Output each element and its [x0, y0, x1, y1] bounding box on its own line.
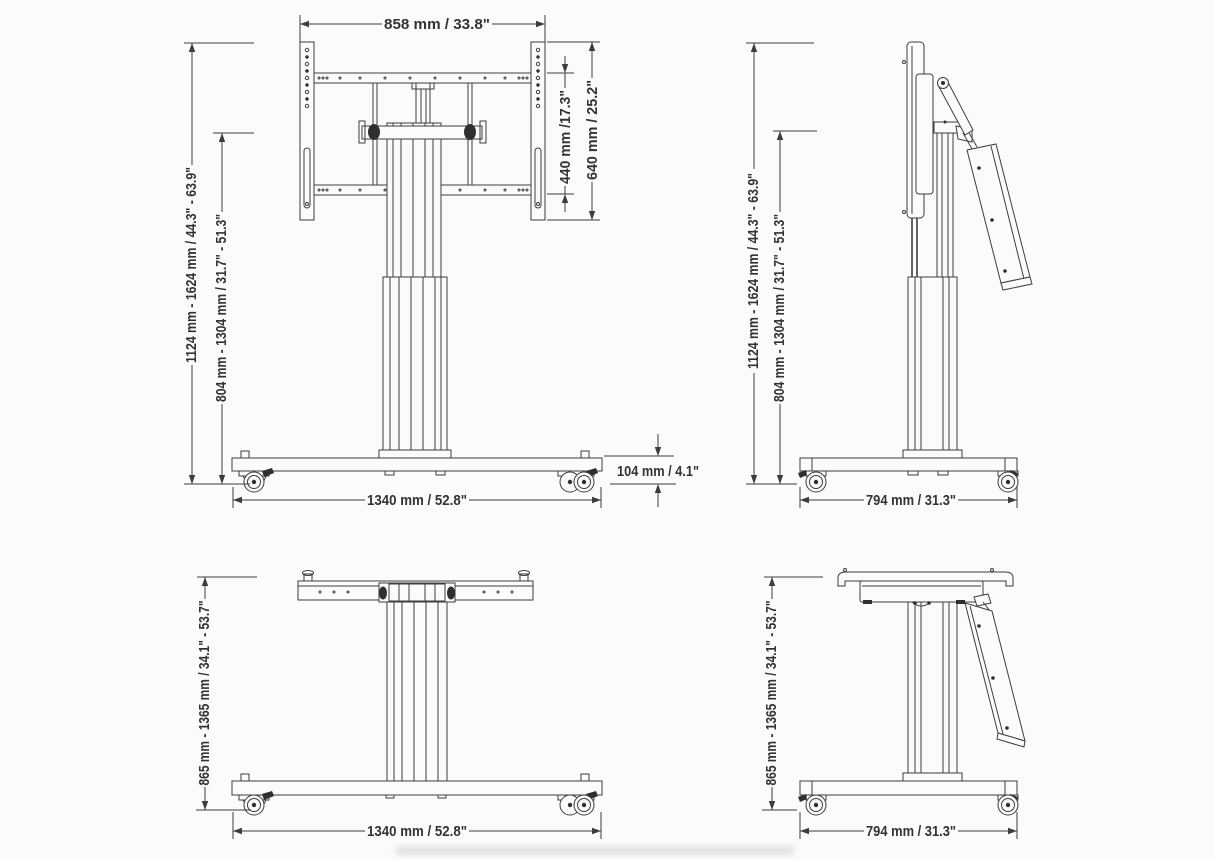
- caster-front-right: [558, 468, 598, 492]
- column-head-front: [379, 583, 455, 602]
- vesa-holes-left: [304, 48, 310, 208]
- dim-bracket-height-label: 640 mm / 25.2": [584, 75, 601, 180]
- dim-column-height-front: [213, 133, 254, 484]
- dim-total-height-label-front: 1124 mm - 1624 mm / 44.3" - 63.9": [183, 123, 200, 363]
- dim-bracket-width-label: 858 mm / 33.8": [384, 16, 490, 33]
- caster-side-left: [798, 470, 826, 492]
- dim-column-height-label-front: 804 mm - 1304 mm / 31.7" - 51.3": [213, 170, 230, 402]
- dim-base-height-label: 104 mm / 4.1": [617, 463, 699, 480]
- caster-lowered-left: [239, 791, 274, 815]
- dim-base-height: [604, 434, 699, 507]
- view-side-lowered: [762, 553, 1025, 841]
- dim-lowered-height-label-side: 865 mm - 1365 mm / 34.1" - 53.7": [763, 553, 780, 786]
- dim-column-height-side: [771, 131, 817, 484]
- tablet-tray-lowered: [965, 603, 1025, 747]
- vesa-holes-right: [535, 48, 541, 208]
- dim-base-width-label-lowered: 1340 mm / 52.8": [367, 823, 467, 840]
- trolley-base-lowered-side: [800, 781, 1017, 795]
- arm-knob-right: [464, 124, 476, 140]
- view-front-raised: [183, 15, 699, 509]
- dim-bracket-height: [547, 42, 601, 220]
- scan-artifact: [395, 846, 795, 855]
- lift-column-lowered-side: [903, 602, 962, 781]
- dim-lowered-height-label-front: 865 mm - 1365 mm / 34.1" - 53.7": [196, 553, 213, 786]
- trolley-base-side: [800, 458, 1017, 475]
- dim-base-width-lowered: [233, 812, 601, 840]
- caster-lowered-side-left: [798, 794, 826, 815]
- dim-base-depth-lowered: [800, 812, 1017, 840]
- dim-base-width-label-front: 1340 mm / 52.8": [367, 492, 467, 509]
- lift-column-lowered-front: [387, 602, 447, 781]
- caster-lowered-side-right: [998, 794, 1018, 815]
- dim-bracket-width: [300, 15, 545, 44]
- caster-front-left: [239, 468, 274, 492]
- dim-total-height-label-side: 1124 mm - 1624 mm / 44.3" - 63.9": [745, 129, 762, 369]
- view-side-raised: [745, 42, 1032, 509]
- dim-lowered-height-side: [762, 553, 823, 810]
- dim-base-depth-label-side: 794 mm / 31.3": [866, 492, 956, 509]
- arm-knob-left: [368, 124, 380, 140]
- tablet-tray-raised: [967, 144, 1032, 290]
- dim-base-depth-label-lowered: 794 mm / 31.3": [866, 823, 956, 840]
- display-panel-side: [903, 42, 934, 218]
- caster-side-right: [998, 470, 1018, 492]
- dim-vesa-height: [547, 56, 574, 212]
- dim-column-height-label-side: 804 mm - 1304 mm / 31.7" - 51.3": [771, 170, 788, 402]
- dim-vesa-height-label: 440 mm /17.3": [557, 83, 574, 184]
- dim-base-width-front: [233, 487, 601, 509]
- caster-lowered-right: [558, 791, 598, 815]
- view-front-lowered: [196, 553, 602, 841]
- dim-base-depth-side: [800, 487, 1017, 509]
- lift-column-front: [379, 123, 451, 458]
- dim-lowered-height-front: [196, 553, 257, 810]
